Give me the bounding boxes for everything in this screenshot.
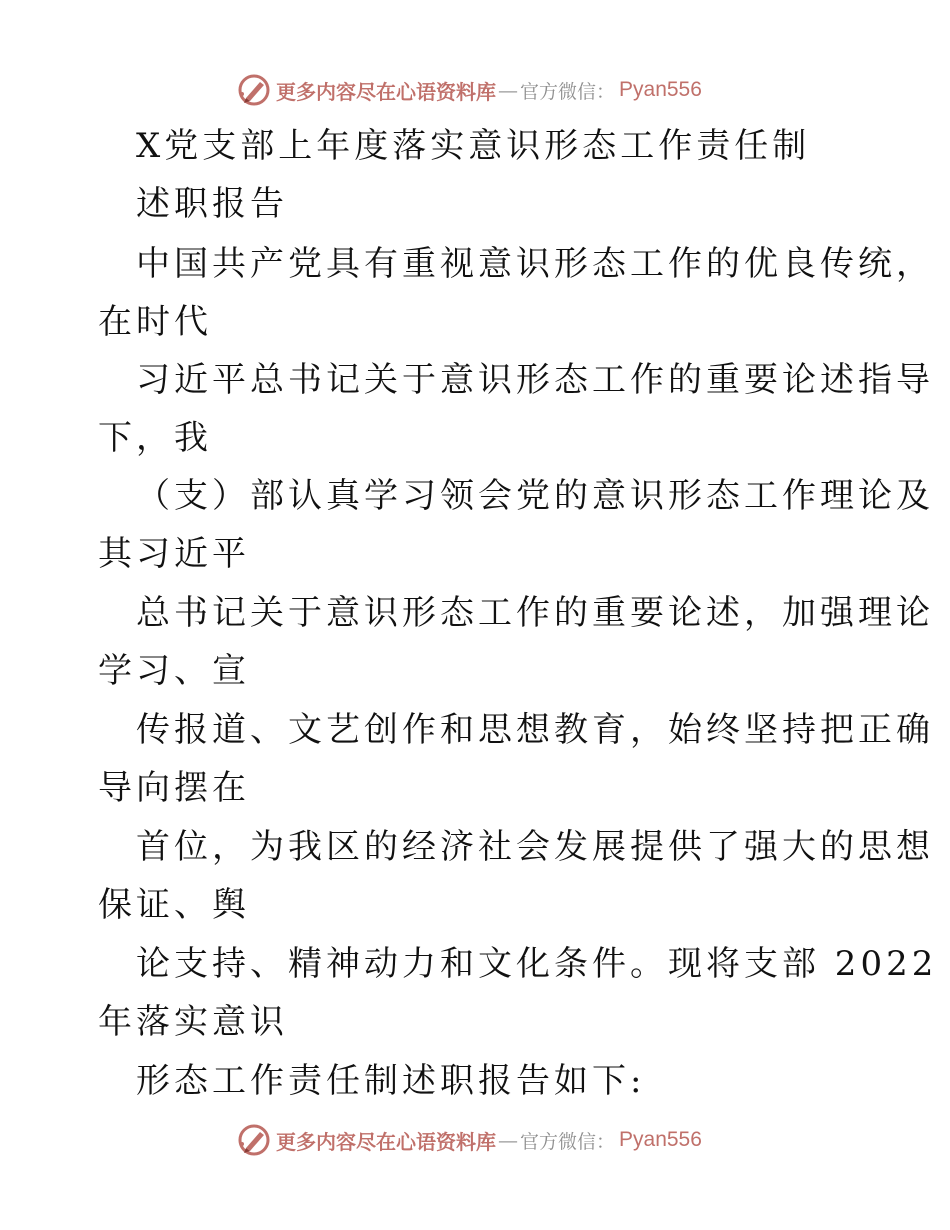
watermark-footer: [236, 1120, 756, 1160]
watermark-wechat-label: 官方微信：: [520, 1130, 616, 1153]
paragraph-line: 年落实意识: [98, 1002, 288, 1042]
watermark-wechat-label: 官方微信：: [520, 80, 616, 103]
document-subtitle: 述职报告: [136, 184, 288, 224]
paragraph-line: 其习近平: [98, 534, 250, 574]
watermark-separator: —: [498, 1128, 518, 1152]
paragraph-line: （支）部认真学习领会党的意识形态工作理论及: [136, 476, 934, 516]
paragraph-line: 保证、舆: [98, 885, 250, 925]
watermark-text: 更多内容尽在心语资料库: [276, 1129, 496, 1154]
paragraph-line: 中国共产党具有重视意识形态工作的优良传统，: [136, 244, 934, 284]
watermark-wechat-id: Pyan556: [619, 1128, 702, 1151]
paragraph-line: 形态工作责任制述职报告如下:: [136, 1061, 646, 1101]
watermark-header: [236, 70, 756, 110]
paragraph-line: 传报道、文艺创作和思想教育，始终坚持把正确: [136, 710, 934, 750]
watermark-separator: —: [498, 78, 518, 102]
paragraph-line: 总书记关于意识形态工作的重要论述，加强理论: [136, 593, 934, 633]
paragraph-line: 导向摆在: [98, 768, 250, 808]
paragraph-line: 学习、宣: [98, 651, 250, 691]
document-title: X党支部上年度落实意识形态工作责任制: [136, 126, 811, 166]
pen-logo-icon: [236, 72, 272, 108]
paragraph-line: 习近平总书记关于意识形态工作的重要论述指导: [136, 360, 934, 400]
pen-logo-icon: [236, 1122, 272, 1158]
paragraph-line: 在时代: [98, 302, 212, 342]
paragraph-line: 首位，为我区的经济社会发展提供了强大的思想: [136, 827, 934, 867]
paragraph-line: 论支持、精神动力和文化条件。现将支部 2022: [136, 944, 938, 984]
paragraph-line: 下，我: [98, 418, 212, 458]
watermark-text: 更多内容尽在心语资料库: [276, 79, 496, 104]
watermark-wechat-id: Pyan556: [619, 78, 702, 101]
